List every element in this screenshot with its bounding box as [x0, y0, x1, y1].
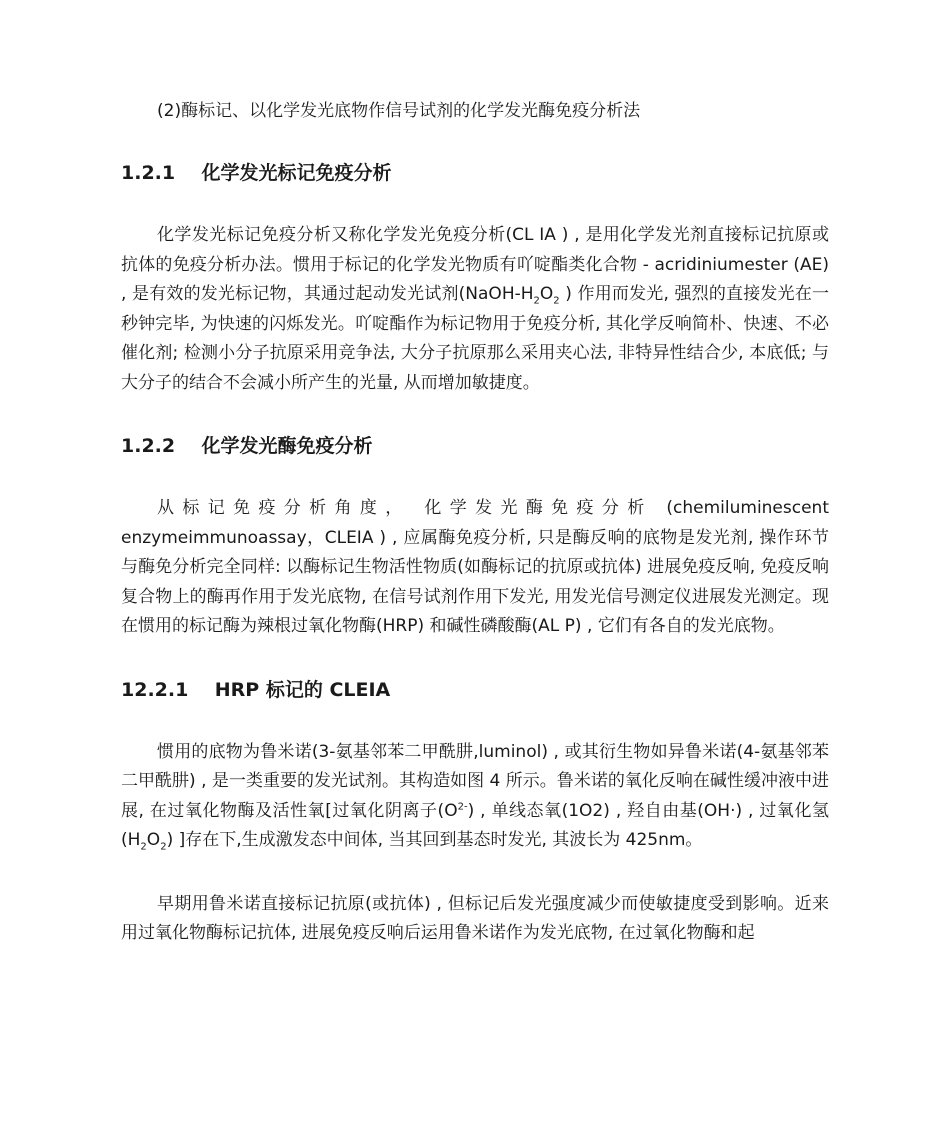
paragraph-chemiluminescent-enzyme-immunoassay: 从标记免疫分析角度， 化学发光酶免疫分析 (chemiluminescent enzymeimmunoassay，CLEIA ) , 应属酶免疫分析, 只是酶反响的底物是发光剂, 操作环节与酶免分析完全同样: 以酶标记生物活性物质(如酶标记的抗原或抗体) 进展免疫反响, 免疫反响复合物上的酶再作用于发光底物, 在信号试剂作用下发光, 用发光信号测定仪进展发光测定。现在惯用的标记酶为辣根过氧化物酶(HRP) 和碱性磷酸酶(AL P) , 它们有各自的发光底物。 — [121, 498, 829, 636]
paragraph-text: 化学发光标记免疫分析又称化学发光免疫分析(CL IA ) , 是用化学发光剂直接标记抗原或抗体的免疫分析办法。惯用于标记的化学发光物质有吖啶酯类化合物 - acridiniumester (AE) , 是有效的发光标记物，其通过起动发光试剂(NaOH-H — [121, 225, 829, 304]
paragraph-hrp-labeling-history: 早期用鲁米诺直接标记抗原(或抗体) , 但标记后发光强度减少而使敏捷度受到影响。近来用过氧化物酶标记抗体, 进展免疫反响后运用鲁米诺作为发光底物, 在过氧化物酶和起 — [121, 893, 829, 943]
paragraph-chemiluminescent-label-immunoassay — [121, 221, 829, 398]
paragraph-text: 惯用的底物为鲁米诺(3-氨基邻苯二甲酰肼,luminol) , 或其衍生物如异鲁米诺(4-氨基邻苯二甲酰肼) , 是一类重要的发光试剂。其构造如图 4 所示。鲁米诺的氧化反响在碱性缓冲液中进展, 在过氧化物酶及活性氧[过氧化阴离子(O — [121, 741, 829, 821]
paragraph-hrp-substrate — [121, 738, 829, 856]
paragraph-text: ) ]存在下,生成激发态中间体, 当其回到基态时发光, 其波长为 425nm。 — [166, 830, 703, 850]
subscript: 2 — [140, 841, 147, 853]
superscript: 2- — [457, 800, 468, 812]
paragraph-text: O — [539, 284, 554, 304]
subscript: 2 — [553, 295, 560, 307]
subscript: 2 — [160, 841, 167, 853]
paragraph-text: O — [146, 830, 161, 850]
section-heading-1-2-1: 1.2.1 化学发光标记免疫分析 — [121, 162, 392, 184]
paragraph-text: ) 作用而发光, 强烈的直接发光在一秒钟完毕, 为快速的闪烁发光。吖啶酯作为标记物用于免疫分析, 其化学反响简朴、快速、不必催化剂; 检测小分子抗原采用竞争法, 大分子抗原那么采用夹心法, 非特异性结合少, 本底低; 与大分子的结合不会减小所产生的光量, 从而增加敏捷度。 — [121, 284, 830, 393]
section-heading-12-2-1: 12.2.1 HRP 标记的 CLEIA — [121, 678, 391, 701]
section-heading-1-2-2: 1.2.2 化学发光酶免疫分析 — [121, 435, 373, 457]
intro-line: (2)酶标记、以化学发光底物作信号试剂的化学发光酶免疫分析法 — [157, 101, 641, 121]
paragraph-text: ) , 单线态氧(1O2) , 羟自由基(OH·) , 过氧化氢(H — [121, 800, 829, 850]
subscript: 2 — [533, 295, 540, 307]
